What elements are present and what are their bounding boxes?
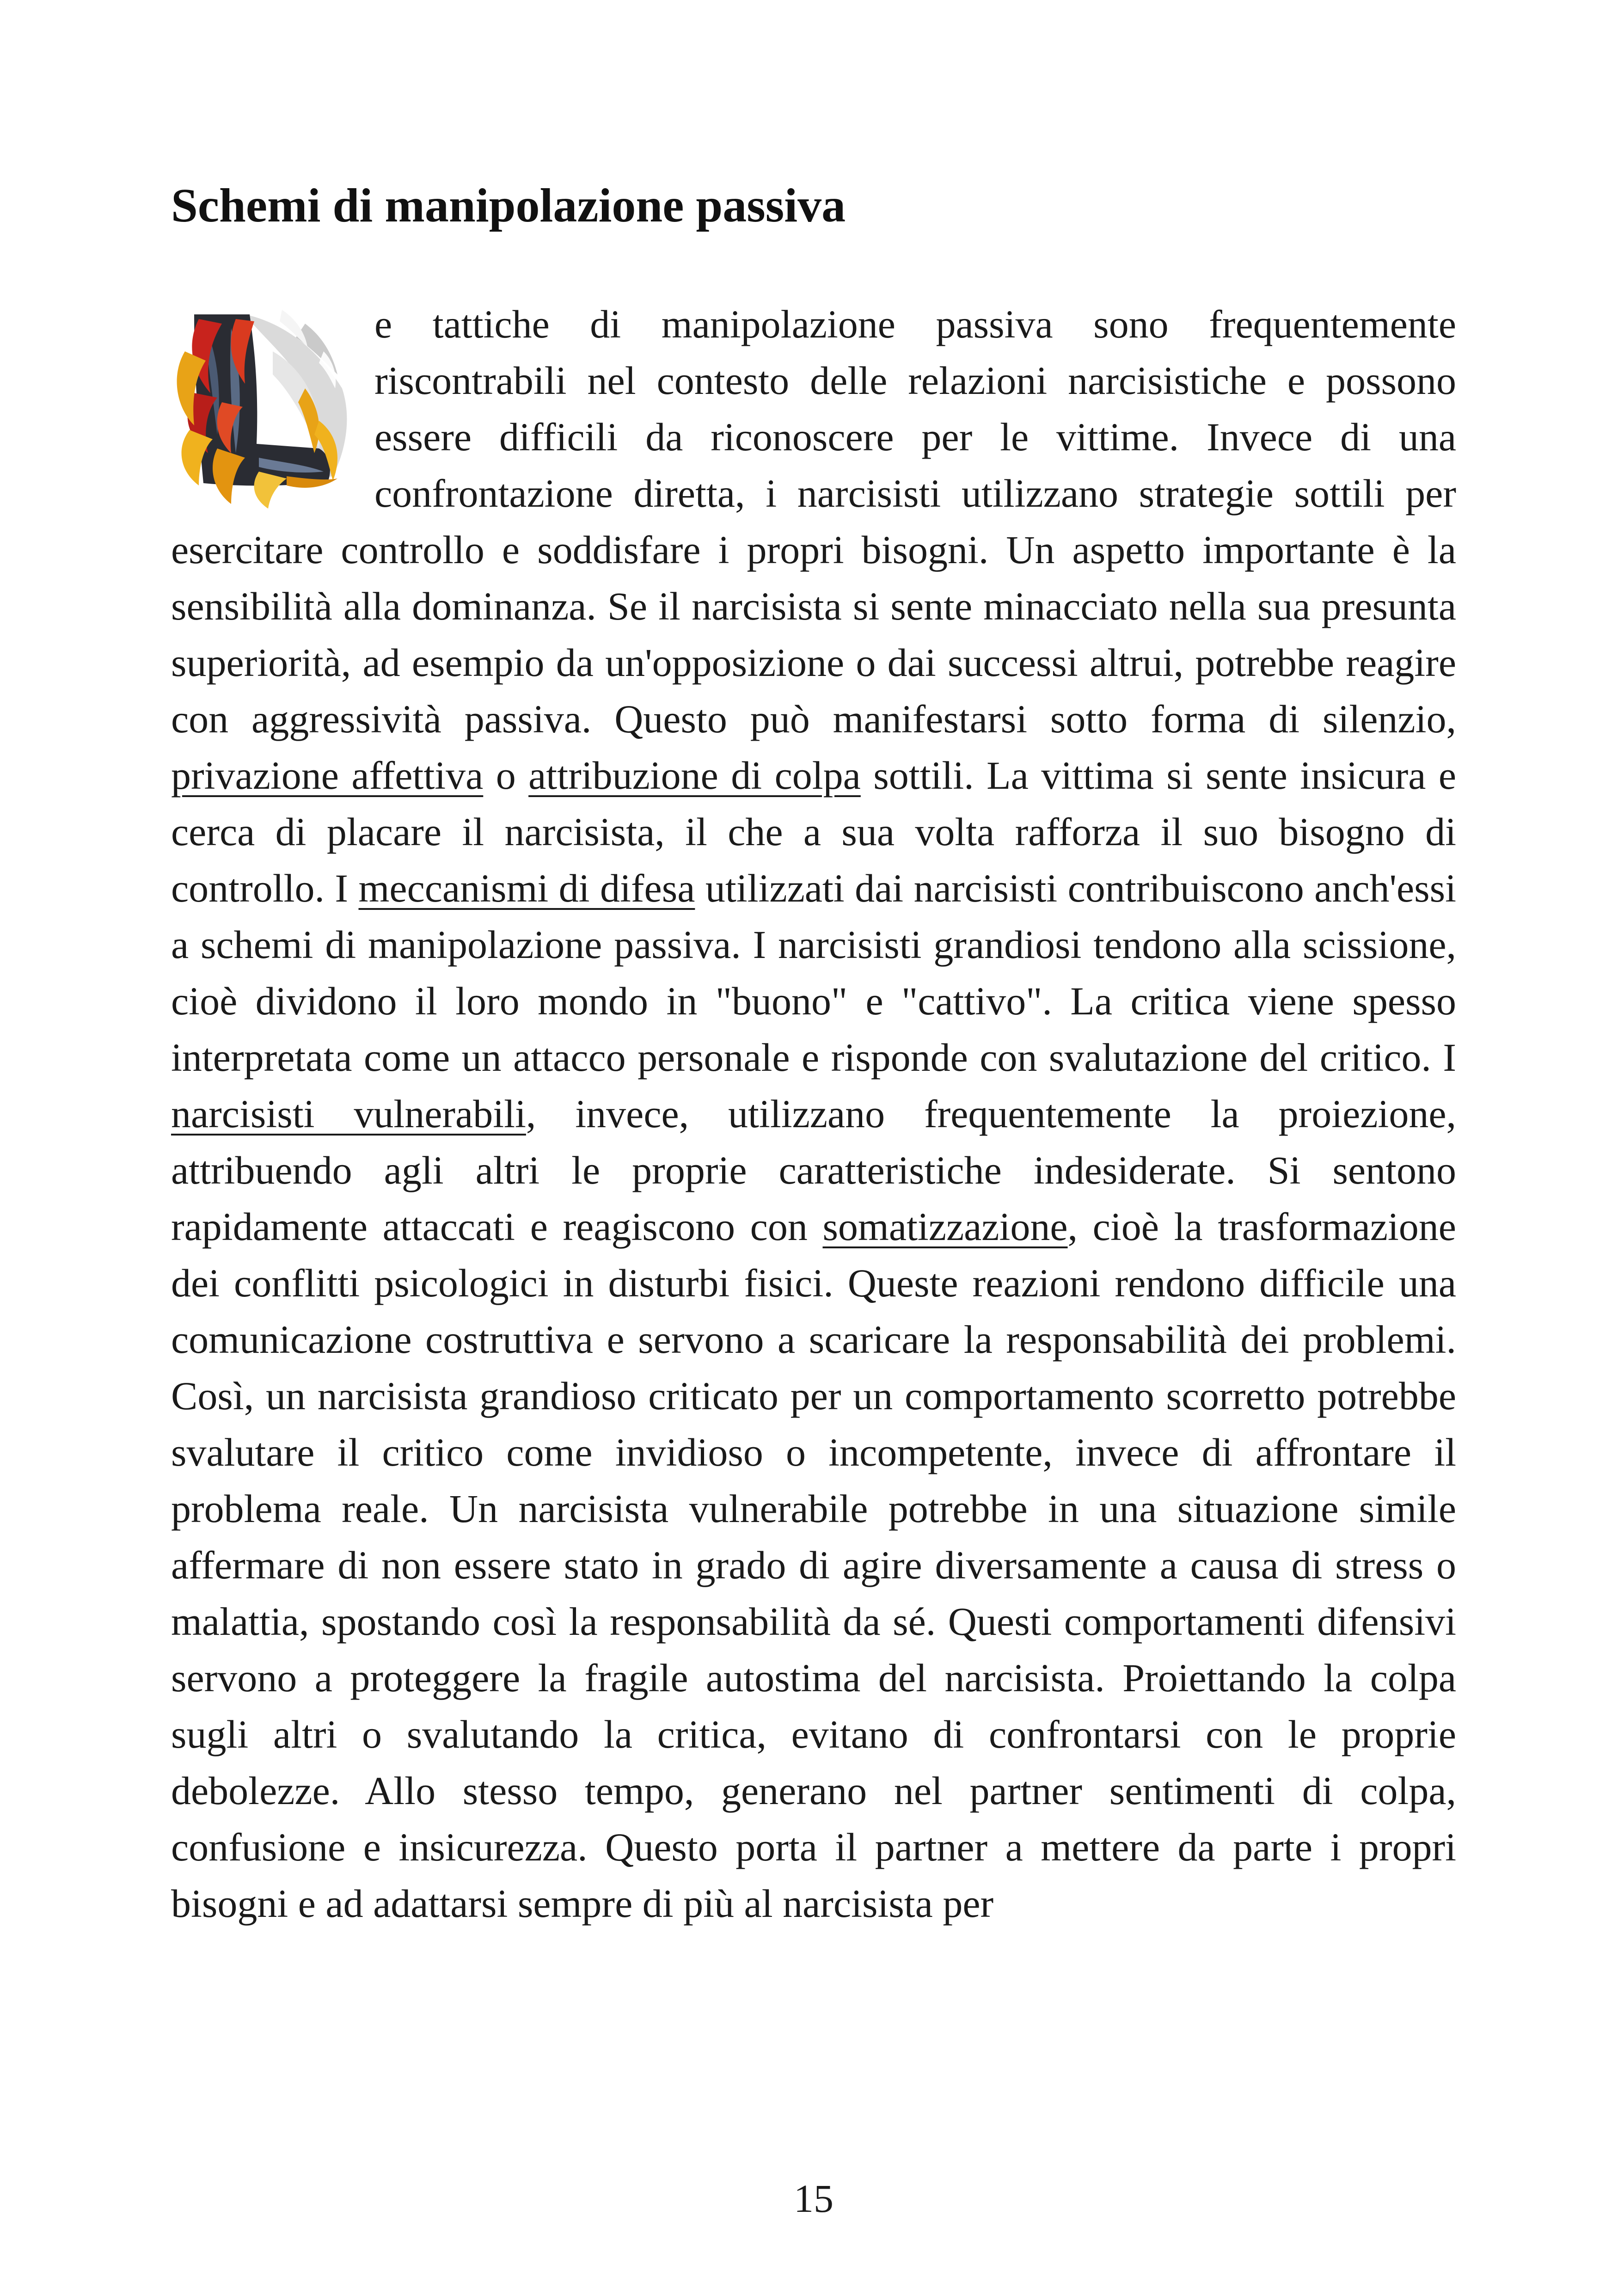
page: [171, 0, 1456, 2296]
link-somatizzazione[interactable]: somatizzazione: [822, 1204, 1068, 1249]
text-segment: utilizzati dai narcisisti contribuiscono anch'essi a schemi di manipolazione passiva. I narcisisti grandiosi tendono alla scissione, cioè dividono il loro mondo in "buono" e "cattivo". La critica viene spesso interpretata come un attacco personale e risponde con svalutazione del critico. I: [171, 866, 1456, 1080]
text-segment: , invece, utilizzano frequentemente la proiezione, attribuendo agli altri le proprie caratteristiche indesiderate. Si sentono rapidamente attaccati e reagiscono con: [171, 1092, 1456, 1249]
link-meccanismi-di-difesa[interactable]: meccanismi di difesa: [358, 866, 695, 910]
link-attribuzione-di-colpa[interactable]: attribuzione di colpa: [528, 753, 861, 798]
text-segment: , cioè la trasformazione dei conflitti psicologici in disturbi fisici. Queste reazioni rendono difficile una comunicazione costruttiva e servono a scaricare la responsabilità dei problemi. Così, un narcisista grandioso criticato per un comportamento scorretto potrebbe svalutare il critico come invidioso o incompetente, invece di affrontare il problema reale. Un narcisista vulnerabile potrebbe in una situazione simile affermare di non essere stato in grado di agire diversamente a causa di stress o malattia, spostando così la responsabilità da sé. Questi comportamenti difensivi servono a proteggere la fragile autostima del narcisista. Proiettando la colpa sugli altri o svalutando la critica, evitano di confrontarsi con le proprie debolezze. Allo stesso tempo, generano nel partner sentimenti di colpa, confusione e insicurezza. Questo porta il partner a mettere da parte i propri bisogni e ad adattarsi sempre di più al narcisista per: [171, 1204, 1456, 1926]
link-narcisisti-vulnerabili[interactable]: narcisisti vulnerabili: [171, 1092, 526, 1136]
dropcap-illustration: [166, 296, 361, 513]
text-segment: sottili. La vittima si sente insicura e cerca di placare il narcisista, il che a sua volta rafforza il suo bisogno di controllo. I: [171, 753, 1457, 910]
text-segment: e tattiche di manipolazione passiva sono frequentemente riscontrabili nel contesto delle relazioni narcisistiche e possono essere difficili da riconoscere per le vittime. Invece di una confrontazione diretta, i narcisisti utilizzano strategie sottili per esercitare controllo e soddisfare i propri bisogni. Un aspetto importante è la sensibilità alla dominanza. Se il narcisista si sente minacciato nella sua presunta superiorità, ad esempio da un'opposizione o dai successi altrui, potrebbe reagire con aggressività passiva. Questo può manifestarsi sotto forma di silenzio,: [171, 302, 1456, 741]
link-privazione-affettiva[interactable]: privazione affettiva: [171, 753, 484, 798]
text-segment: o: [483, 753, 529, 798]
page-heading: Schemi di manipolazione passiva: [171, 179, 846, 232]
body-paragraph: [171, 296, 1456, 1932]
page-number: 15: [794, 2176, 834, 2221]
